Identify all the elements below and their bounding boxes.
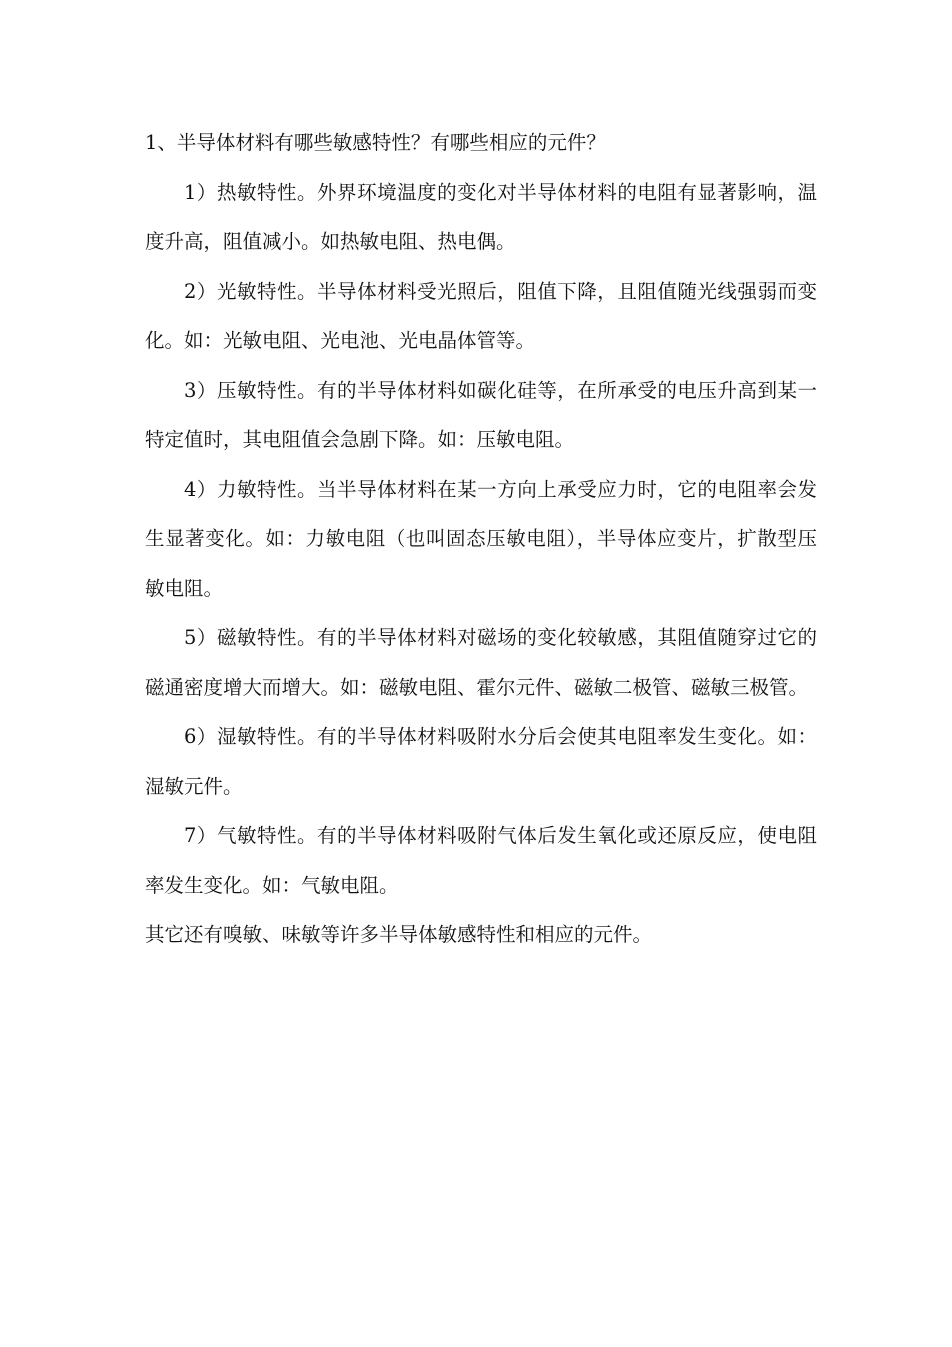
paragraph-force-sensitivity: 4）力敏特性。当半导体材料在某一方向上承受应力时，它的电阻率会发生显著变化。如：力敏电阻（也叫固态压敏电阻），半导体应变片，扩散型压敏电阻。 xyxy=(145,477,817,600)
document-body xyxy=(145,118,817,960)
paragraph-light-sensitivity: 2）光敏特性。半导体材料受光照后，阻值下降，且阻值随光线强弱而变化。如：光敏电阻、光电池、光电晶体管等。 xyxy=(145,279,817,352)
paragraph-humidity-sensitivity: 6）湿敏特性。有的半导体材料吸附水分后会使其电阻率发生变化。如：湿敏元件。 xyxy=(145,725,817,798)
closing-paragraph: 其它还有嗅敏、味敏等许多半导体敏感特性和相应的元件。 xyxy=(145,923,653,946)
paragraph-gas-sensitivity: 7）气敏特性。有的半导体材料吸附气体后发生氧化或还原反应，使电阻率发生变化。如：气敏电阻。 xyxy=(145,824,817,897)
paragraph-voltage-sensitivity: 3）压敏特性。有的半导体材料如碳化硅等，在所承受的电压升高到某一特定值时，其电阻值会急剧下降。如：压敏电阻。 xyxy=(145,378,817,451)
paragraph-magnetic-sensitivity: 5）磁敏特性。有的半导体材料对磁场的变化较敏感，其阻值随穿过它的磁通密度增大而增大。如：磁敏电阻、霍尔元件、磁敏二极管、磁敏三极管。 xyxy=(145,626,817,699)
paragraph-thermal-sensitivity: 1）热敏特性。外界环境温度的变化对半导体材料的电阻有显著影响，温度升高，阻值减小。如热敏电阻、热电偶。 xyxy=(145,180,817,253)
question-heading: 1、半导体材料有哪些敏感特性？有哪些相应的元件？ xyxy=(145,131,606,154)
